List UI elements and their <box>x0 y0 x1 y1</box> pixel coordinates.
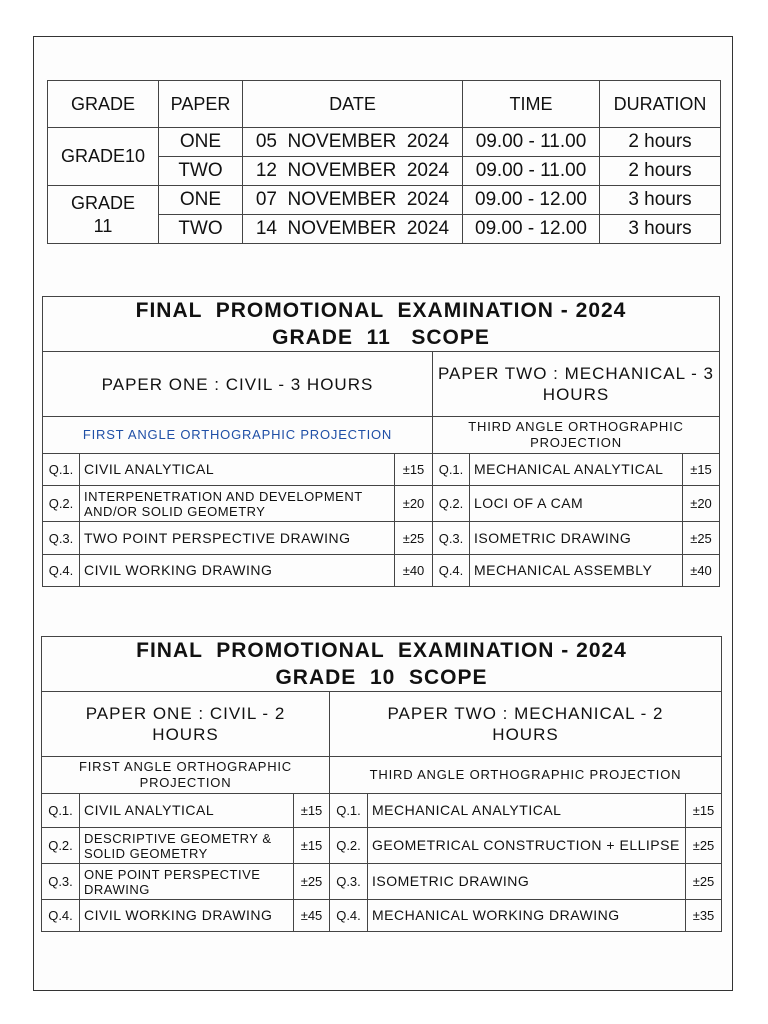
question-description: CIVIL WORKING DRAWING <box>80 900 294 932</box>
question-marks: ±15 <box>395 454 433 486</box>
question-description: MECHANICAL ANALYTICAL <box>368 794 686 828</box>
question-description: INTERPENETRATION AND DEVELOPMENT AND/OR SOLID GEOMETRY <box>80 486 395 522</box>
question-description: MECHANICAL ANALYTICAL <box>470 454 683 486</box>
grade11-title-line2: GRADE 11 SCOPE <box>272 326 490 349</box>
grade11-projection-one: FIRST ANGLE ORTHOGRAPHIC PROJECTION <box>43 417 433 454</box>
question-description: DESCRIPTIVE GEOMETRY & SOLID GEOMETRY <box>80 828 294 864</box>
question-number: Q.1. <box>433 454 470 486</box>
question-marks: ±25 <box>686 864 722 900</box>
table-row <box>42 828 722 864</box>
grade11-paper-two: PAPER TWO : MECHANICAL - 3 HOURS <box>433 352 720 417</box>
question-description: TWO POINT PERSPECTIVE DRAWING <box>80 522 395 555</box>
time-cell: 09.00 - 12.00 <box>463 186 600 215</box>
question-marks: ±25 <box>395 522 433 555</box>
grade10-paper-one: PAPER ONE : CIVIL - 2 HOURS <box>42 692 330 757</box>
question-description: MECHANICAL ASSEMBLY <box>470 555 683 587</box>
question-number: Q.2. <box>43 486 80 522</box>
question-marks: ±15 <box>686 794 722 828</box>
question-description: CIVIL ANALYTICAL <box>80 454 395 486</box>
paper-cell: TWO <box>159 157 243 186</box>
grade10-projection-one: FIRST ANGLE ORTHOGRAPHIC PROJECTION <box>42 757 330 794</box>
question-number: Q.1. <box>42 794 80 828</box>
question-number: Q.3. <box>330 864 368 900</box>
table-row <box>43 522 720 555</box>
question-number: Q.2. <box>330 828 368 864</box>
duration-cell: 2 hours <box>600 157 721 186</box>
grade10-paper-two: PAPER TWO : MECHANICAL - 2 HOURS <box>330 692 722 757</box>
question-number: Q.1. <box>330 794 368 828</box>
table-row <box>43 454 720 486</box>
question-marks: ±45 <box>294 900 330 932</box>
time-cell: 09.00 - 11.00 <box>463 128 600 157</box>
question-number: Q.1. <box>43 454 80 486</box>
question-marks: ±40 <box>683 555 720 587</box>
grade10-projection-two: THIRD ANGLE ORTHOGRAPHIC PROJECTION <box>330 757 722 794</box>
paper-cell: ONE <box>159 128 243 157</box>
question-number: Q.4. <box>42 900 80 932</box>
header-time: TIME <box>463 81 600 128</box>
time-cell: 09.00 - 11.00 <box>463 157 600 186</box>
grade11-title <box>43 297 720 352</box>
table-row <box>48 186 721 215</box>
question-number: Q.3. <box>433 522 470 555</box>
header-paper: PAPER <box>159 81 243 128</box>
header-date: DATE <box>243 81 463 128</box>
date-cell: 12 NOVEMBER 2024 <box>243 157 463 186</box>
grade10-title-line2: GRADE 10 SCOPE <box>275 666 488 689</box>
grade-cell: GRADE10 <box>48 128 159 186</box>
grade11-scope-table <box>42 296 720 587</box>
grade10-title-line1: FINAL PROMOTIONAL EXAMINATION - 2024 <box>136 639 627 662</box>
question-marks: ±25 <box>686 828 722 864</box>
question-description: ISOMETRIC DRAWING <box>470 522 683 555</box>
question-description: CIVIL WORKING DRAWING <box>80 555 395 587</box>
table-row <box>48 128 721 157</box>
question-number: Q.4. <box>330 900 368 932</box>
duration-cell: 3 hours <box>600 186 721 215</box>
question-number: Q.2. <box>42 828 80 864</box>
duration-cell: 3 hours <box>600 215 721 244</box>
schedule-header-row <box>48 81 721 128</box>
header-duration: DURATION <box>600 81 721 128</box>
question-marks: ±40 <box>395 555 433 587</box>
date-cell: 05 NOVEMBER 2024 <box>243 128 463 157</box>
question-number: Q.4. <box>433 555 470 587</box>
date-cell: 07 NOVEMBER 2024 <box>243 186 463 215</box>
paper-cell: TWO <box>159 215 243 244</box>
grade11-projection-two: THIRD ANGLE ORTHOGRAPHIC PROJECTION <box>433 417 720 454</box>
question-marks: ±15 <box>683 454 720 486</box>
table-row <box>43 555 720 587</box>
table-row <box>43 486 720 522</box>
table-row <box>42 864 722 900</box>
question-number: Q.3. <box>43 522 80 555</box>
question-marks: ±25 <box>683 522 720 555</box>
table-row <box>42 794 722 828</box>
question-number: Q.2. <box>433 486 470 522</box>
question-description: MECHANICAL WORKING DRAWING <box>368 900 686 932</box>
question-description: CIVIL ANALYTICAL <box>80 794 294 828</box>
time-cell: 09.00 - 12.00 <box>463 215 600 244</box>
question-description: LOCI OF A CAM <box>470 486 683 522</box>
question-marks: ±15 <box>294 828 330 864</box>
question-marks: ±20 <box>395 486 433 522</box>
exam-schedule-table <box>47 80 721 244</box>
question-marks: ±25 <box>294 864 330 900</box>
question-number: Q.3. <box>42 864 80 900</box>
question-marks: ±35 <box>686 900 722 932</box>
grade10-scope-table <box>41 636 722 932</box>
duration-cell: 2 hours <box>600 128 721 157</box>
grade11-paper-one: PAPER ONE : CIVIL - 3 HOURS <box>43 352 433 417</box>
header-grade: GRADE <box>48 81 159 128</box>
grade-cell: GRADE 11 <box>48 186 159 244</box>
paper-cell: ONE <box>159 186 243 215</box>
question-description: ISOMETRIC DRAWING <box>368 864 686 900</box>
grade11-title-line1: FINAL PROMOTIONAL EXAMINATION - 2024 <box>135 299 627 322</box>
question-description: GEOMETRICAL CONSTRUCTION + ELLIPSE <box>368 828 686 864</box>
table-row <box>42 900 722 932</box>
question-number: Q.4. <box>43 555 80 587</box>
grade10-title <box>42 637 722 692</box>
question-marks: ±15 <box>294 794 330 828</box>
question-description: ONE POINT PERSPECTIVE DRAWING <box>80 864 294 900</box>
date-cell: 14 NOVEMBER 2024 <box>243 215 463 244</box>
question-marks: ±20 <box>683 486 720 522</box>
